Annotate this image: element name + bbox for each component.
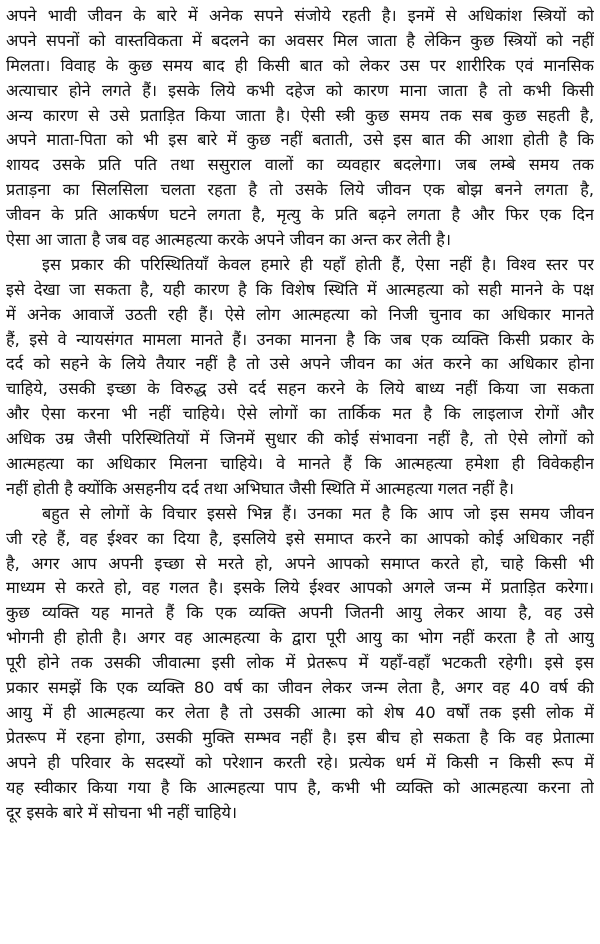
text-line: प्रेतरूप में रहना होगा, उसकी मुक्ति सम्भव नहीं है। इस बीच हो सकता है कि वह प्रेतात्मा <box>6 727 594 747</box>
text-line: शायद उसके प्रति पति तथा ससुराल वालों का व्यवहार बदलेगा। जब लम्बे समय तक <box>6 155 594 175</box>
text-line: और ऐसा करना भी नहीं चाहिये। ऐसे लोगों का तार्किक मत है कि लाइलाज रोगों और <box>6 404 594 424</box>
text-line: अपने भावी जीवन के बारे में अनेक सपने संजोये रहती है। इनमें से अधिकांश स्त्रियों को <box>6 6 594 25</box>
text-line: है, अगर आप अपनी इच्छा से मरते हो, अपने आपको समाप्त करते हो, चाहे किसी भी <box>6 553 594 573</box>
text-line: कुछ व्यक्ति यह मानते हैं कि एक व्यक्ति अपनी जितनी आयु लेकर आया है, वह उसे <box>6 603 594 623</box>
text-line: आयु में ही आत्महत्या कर लेता है तो उसकी आत्मा को शेष 40 वर्षों तक इसी लोक में <box>6 702 594 722</box>
text-line: अपने सपनों को वास्तविकता में बदलने का अवसर मिल जाता है लेकिन कुछ स्त्रियों को नहीं <box>6 30 594 50</box>
text-line: यह स्वीकार किया गया है कि आत्महत्या पाप है, कभी भी व्यक्ति को आत्महत्या करना तो <box>6 777 594 797</box>
text-line: अधिक उम्र जैसी परिस्थितियों में जिनमें सुधार की कोई संभावना नहीं है, तो ऐसे लोगों को <box>6 429 594 449</box>
text-line: बहुत से लोगों के विचार इससे भिन्न हैं। उनका मत है कि आप जो इस समय जीवन <box>42 503 594 523</box>
text-line: माध्यम से करते हो, वह गलत है। इसके लिये ईश्वर आपको अगले जन्म में प्रताड़ित करेगा। <box>6 578 594 598</box>
paragraph-3 <box>6 502 594 826</box>
text-line: दर्द को सहने के लिये तैयार नहीं है तो उसे अपने जीवन का अंत करने का अधिकार होना <box>6 354 594 374</box>
text-line: प्रताड़ना का सिलसिला चलता रहता है तो उसके लिये जीवन एक बोझ बनने लगता है, <box>6 180 594 200</box>
text-line: हैं, इसे वे न्यायसंगत मामला मानते हैं। उनका मानना है कि जब एक व्यक्ति किसी प्रकार के <box>6 329 594 349</box>
text-line: इस प्रकार की परिस्थितियाँ केवल हमारे ही यहाँ होती हैं, ऐसा नहीं है। विश्व स्तर पर <box>42 254 594 274</box>
text-line: अत्याचार होने लगते हैं। इसके लिये कभी दहेज को कारण माना जाता है तो कभी किसी <box>6 80 594 100</box>
text-line: जीवन के प्रति आकर्षण घटने लगता है, मृत्यु के प्रति बढ़ने लगता है और फिर एक दिन <box>6 205 594 225</box>
text-line: चाहिये, उसकी इच्छा के विरुद्ध उसे दर्द सहन करने के लिये बाध्य नहीं किया जा सकता <box>6 379 594 399</box>
text-line: प्रकार समझें कि एक व्यक्ति 80 वर्ष का जीवन लेकर जन्म लेता है, अगर वह 40 वर्ष की <box>6 678 594 698</box>
paragraph-1 <box>6 4 594 253</box>
text-line: जी रहे हैं, वह ईश्वर का दिया है, इसलिये इसे समाप्त करने का आपको कोई अधिकार नहीं <box>6 528 594 548</box>
text-line: अन्य कारण से उसे प्रताड़ित किया जाता है। ऐसी स्त्री कुछ समय तक सब कुछ सहती है, <box>6 105 594 125</box>
text-line: नहीं होती है क्योंकि असहनीय दर्द तथा अभिघात जैसी स्थिति में आत्महत्या गलत नहीं है। <box>6 478 515 498</box>
text-line: में अनेक आवाजें उठती रही हैं। ऐसे लोग आत्महत्या को निजी चुनाव का अधिकार मानते <box>6 304 594 324</box>
text-line: ऐसा आ जाता है जब वह आत्महत्या करके अपने जीवन का अन्त कर लेती है। <box>6 230 451 250</box>
text-line: भोगनी ही होती है। अगर वह आत्महत्या के द्वारा पूरी आयु का भोग नहीं करता है तो आयु <box>6 628 594 648</box>
text-line: दूर इसके बारे में सोचना भी नहीं चाहिये। <box>6 802 238 822</box>
text-line: अपने ही परिवार के सदस्यों को परेशान करती रहे। प्रत्येक धर्म में किसी न किसी रूप में <box>6 752 594 772</box>
text-line: मिलता। विवाह के कुछ समय बाद ही किसी बात को लेकर उस पर शारीरिक एवं मानसिक <box>6 55 594 75</box>
text-line: पूरी होने तक उसकी जीवात्मा इसी लोक में प्रेतरूप में यहाँ-वहाँ भटकती रहेगी। इसे इस <box>6 653 594 673</box>
text-line: इसे देखा जा सकता है, यही कारण है कि विशेष स्थिति में आत्महत्या को सही मानने के पक्ष <box>6 279 594 299</box>
text-line: अपने माता-पिता को भी इस बारे में कुछ नहीं बताती, उसे इस बात की आशा होती है कि <box>6 130 594 150</box>
text-line: आत्महत्या का अधिकार मिलना चाहिये। वे मानते हैं कि आत्महत्या हमेशा ही विवेकहीन <box>6 454 594 474</box>
paragraph-2 <box>6 253 594 502</box>
